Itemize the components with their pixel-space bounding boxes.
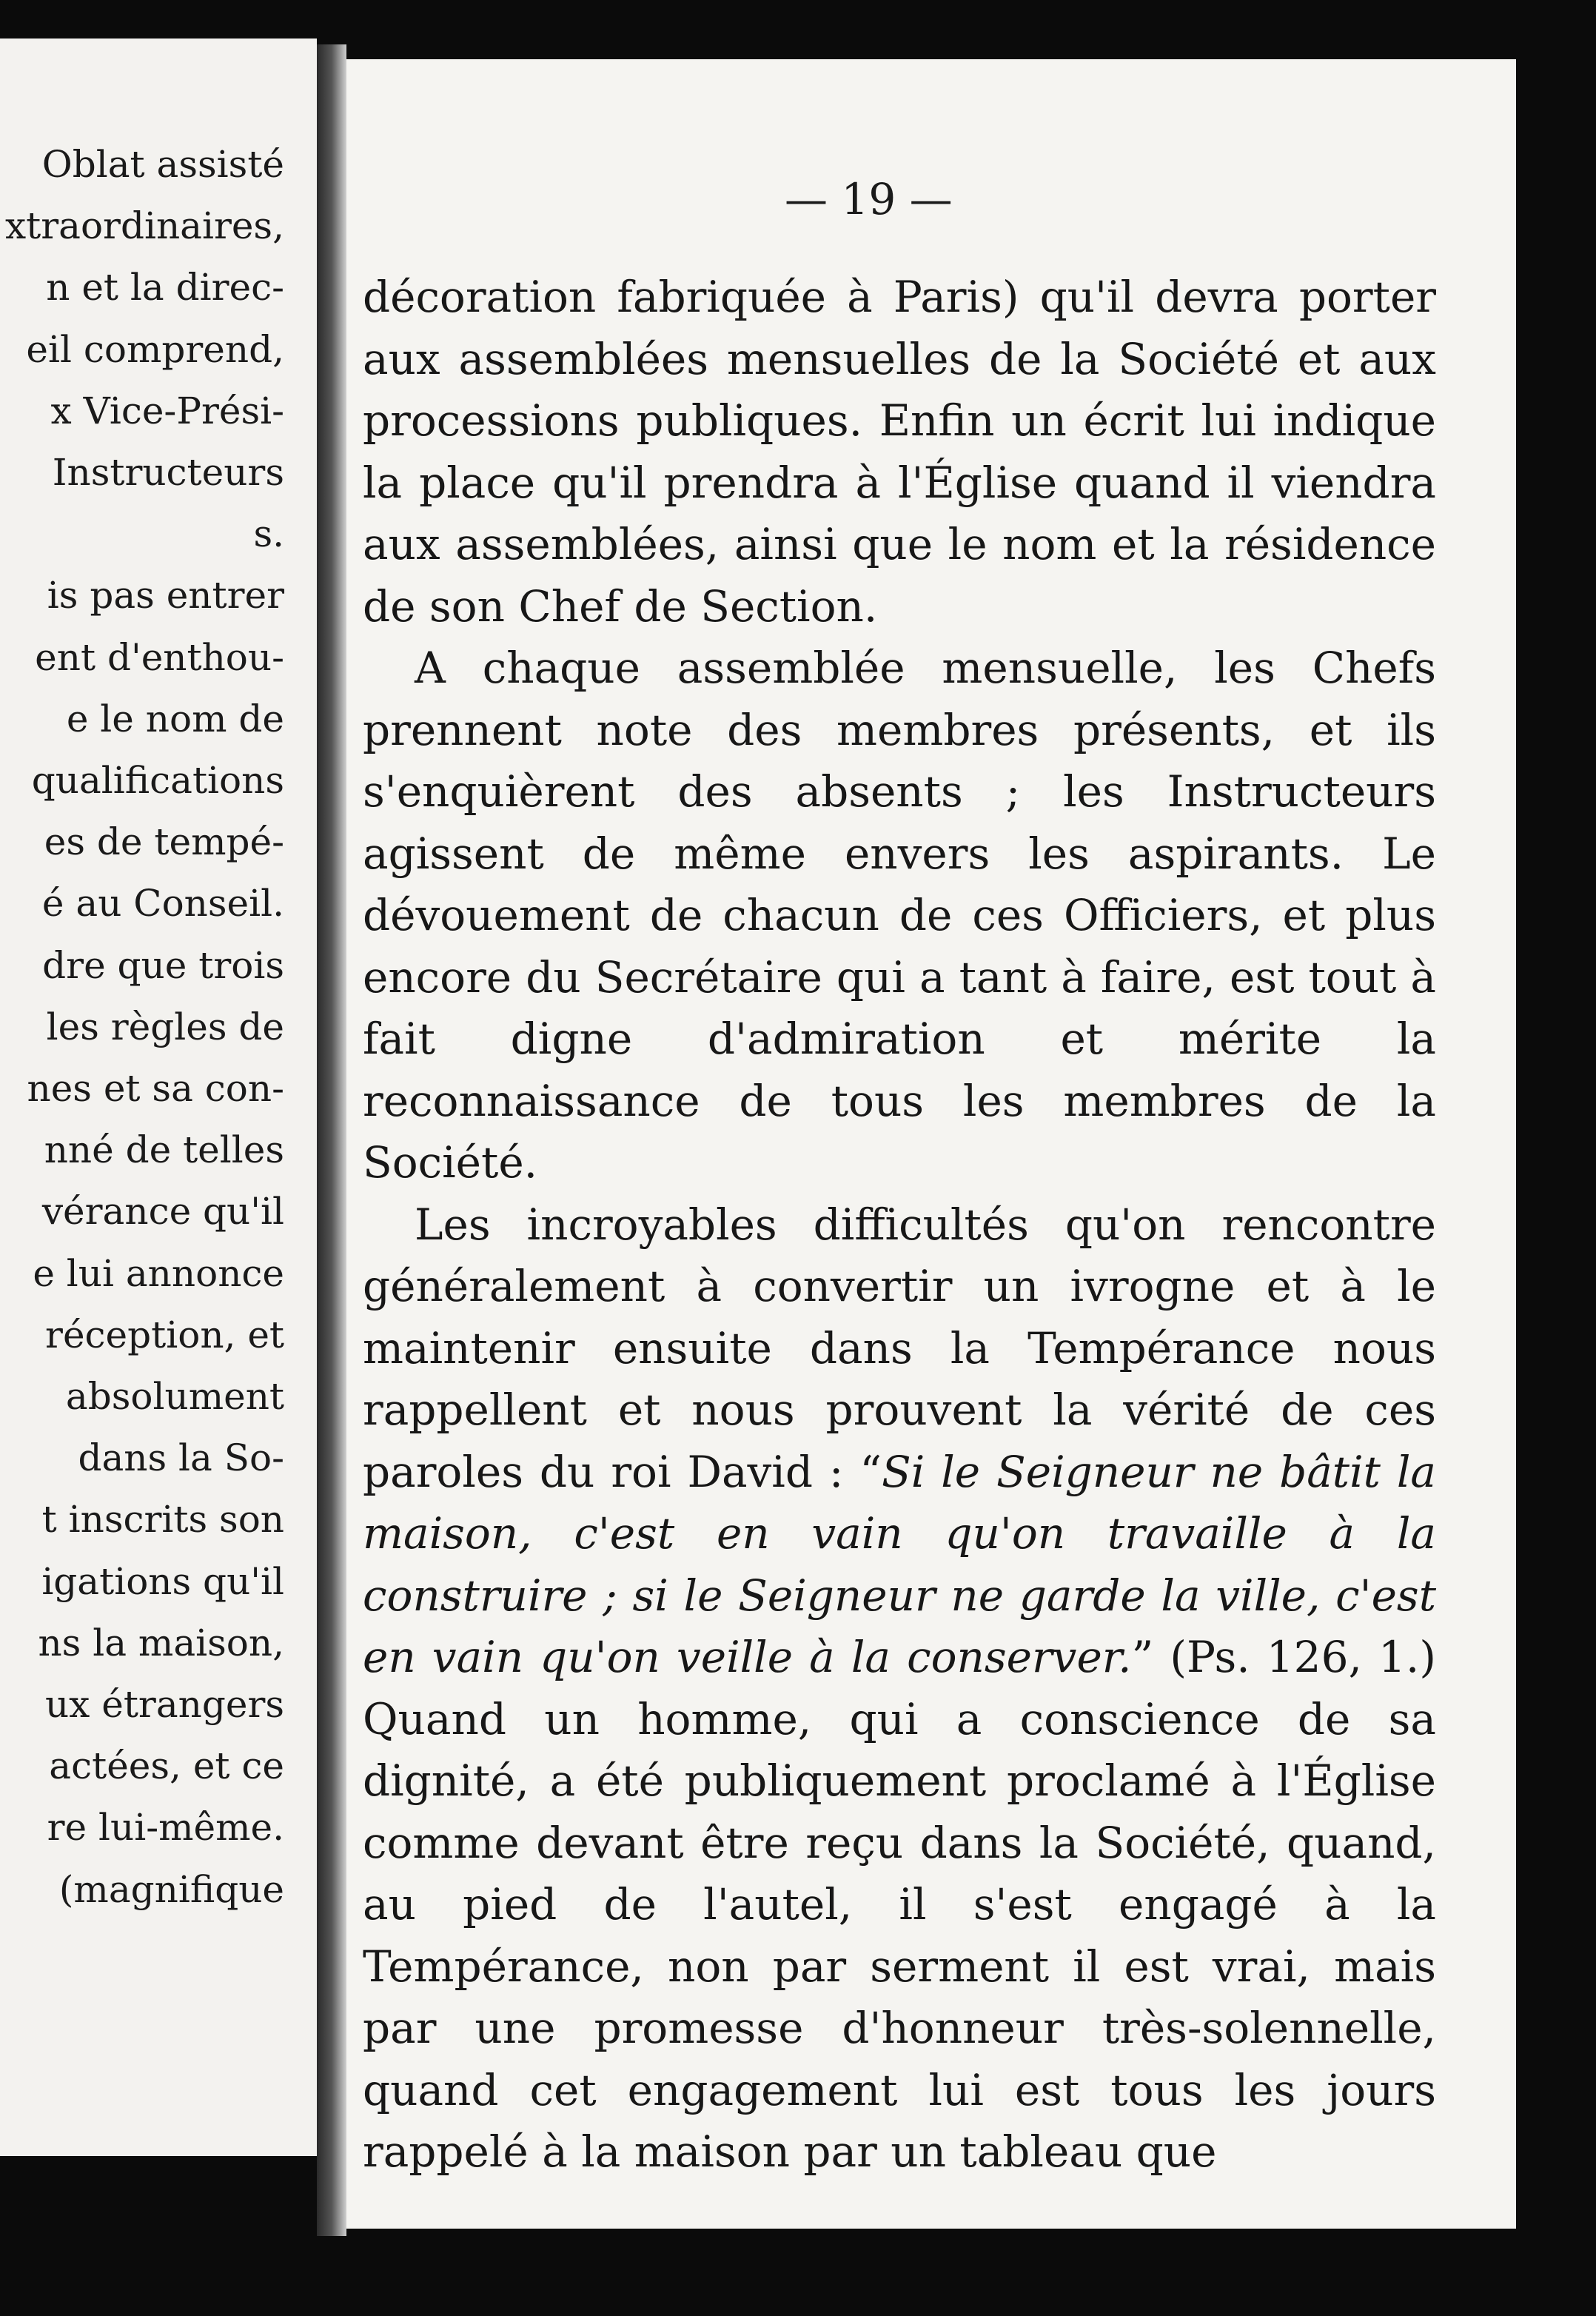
left-page-line: Instructeurs	[52, 451, 284, 494]
left-page-line: ns la maison,	[38, 1621, 284, 1664]
paragraph-2: A chaque assemblée mensuelle, les Chefs prennent note des membres présents, et ils s'enquièrent des absents ; les Instructeurs agissent de même envers les aspirants. Le dévouement de chacun de ces Officiers, et plus encore du Secrétaire qui a tant à faire, est tout à fait digne d'admiration et mérite la reconnaissance de tous les membres de la Société.	[363, 643, 1436, 1188]
left-page-line: les règles de	[46, 1005, 284, 1048]
left-page-line: re lui-même.	[47, 1806, 284, 1850]
left-page-line: vérance qu'il	[41, 1190, 284, 1234]
left-page-line: nné de telles	[44, 1128, 284, 1172]
left-page-line: ent d'enthou-	[35, 635, 284, 679]
left-page-line: x Vice-Prési-	[50, 389, 284, 432]
left-page-line: ux étrangers	[44, 1683, 284, 1726]
paragraph-3-end: ” (Ps. 126, 1.) Quand un homme, qui a conscience de sa dignité, a été publiquement proclamé à l'Église comme devant être reçu dans la Société, quand, au pied de l'autel, il s'est engagé à la Tempérance, non par serment il est vrai, mais par une promesse d'honneur très-solennelle, quand cet engagement lui est tous les jours rappelé à la maison par un tableau que	[363, 1632, 1436, 2177]
body-text	[363, 267, 1436, 2183]
left-page-line: e le nom de	[66, 697, 284, 740]
left-page-line: dre que trois	[42, 943, 284, 987]
left-page-line: é au Conseil.	[41, 882, 284, 926]
left-page-line: actées, et ce	[49, 1744, 284, 1788]
left-page-line: igations qu'il	[41, 1559, 284, 1603]
left-page-line: xtraordinaires,	[4, 204, 284, 248]
left-page-line: s.	[253, 512, 284, 556]
left-page-line: nes et sa con-	[27, 1067, 284, 1110]
left-page-line: is pas entrer	[47, 574, 284, 618]
book-spine	[317, 44, 346, 2236]
paragraph-3-start: Les incroyables difficultés qu'on rencontre généralement à convertir un ivrogne et à le maintenir ensuite dans la Tempérance nous rappellent et nous prouvent la vérité de ces paroles du roi David : “	[363, 1199, 1436, 1497]
left-page-line: réception, et	[45, 1313, 284, 1356]
left-facing-page	[0, 39, 317, 2156]
paragraph-1: décoration fabriquée à Paris) qu'il devra porter aux assemblées mensuelles de la Société et aux processions publiques. Enfin un écrit lui indique la place qu'il prendra à l'Église quand il viendra aux assemblées, ainsi que le nom et la résidence de son Chef de Section.	[363, 272, 1436, 632]
left-page-line: eil comprend,	[26, 327, 284, 371]
left-page-line: absolument	[65, 1375, 284, 1418]
left-page-line: qualifications	[31, 759, 284, 802]
left-page-line: t inscrits son	[41, 1498, 284, 1542]
left-page-line: dans la So-	[78, 1436, 284, 1480]
page-number: — 19 —	[785, 174, 953, 224]
left-page-line: es de tempé-	[44, 820, 284, 864]
left-page-line: e lui annonce	[33, 1251, 284, 1295]
paragraph-3	[363, 1194, 1436, 2183]
scripture-quote: Si le Seigneur ne bâtit la maison, c'est en vain qu'on travaille à la construire ; si le Seigneur ne garde la ville, c'est en vain qu'on veille à la conserver.	[363, 1446, 1436, 1682]
left-page-line: n et la direc-	[46, 266, 284, 309]
left-page-line: Oblat assisté	[41, 143, 284, 186]
left-page-line: (magnifique	[58, 1867, 284, 1911]
